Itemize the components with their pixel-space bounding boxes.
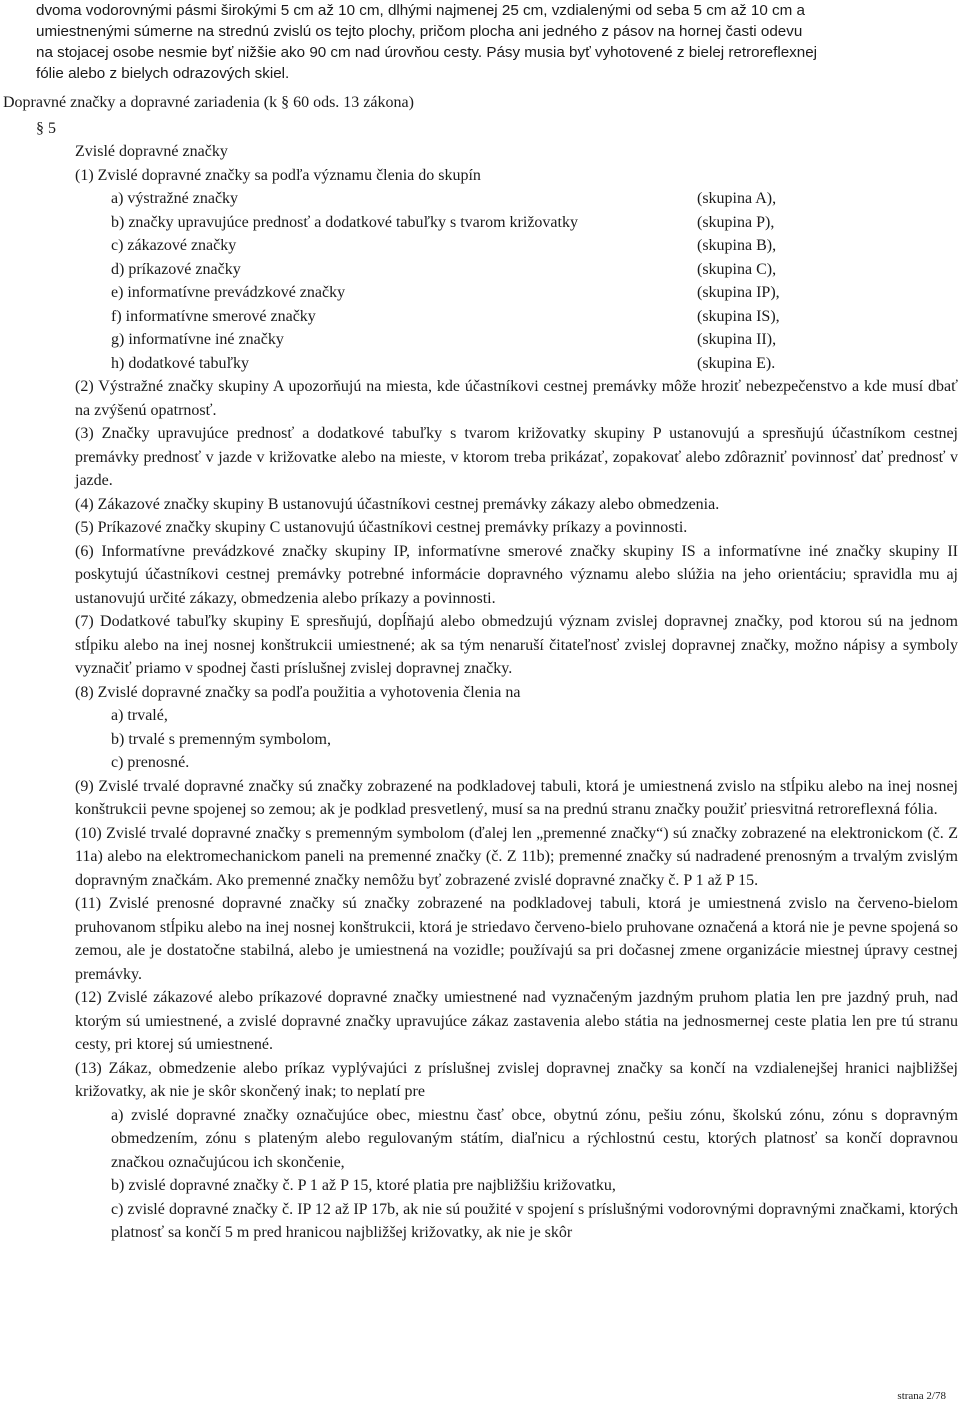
group-label: g) informatívne iné značky xyxy=(111,331,284,348)
paragraph-7: (7) Dodatkové tabuľky skupiny E spresňujú, dopĺňajú alebo obmedzujú význam zvislej dopravnej značky, pod ktorou sú na jednom stĺpiku alebo na inej nosnej konštrukcii umiestnené; ak sa tým nenaruší čitateľnosť zvislej dopravnej značky, možno nápisy a symboly vyznačiť priamo v spodnej časti príslušnej zvislej dopravnej značky. xyxy=(75,613,958,677)
group-row xyxy=(75,211,958,235)
group-row xyxy=(75,258,958,282)
group-code: (skupina E). xyxy=(697,354,776,372)
group-label: e) informatívne prevádzkové značky xyxy=(111,284,346,301)
group-row xyxy=(75,187,958,211)
paragraph-11: (11) Zvislé prenosné dopravné značky sú značky zobrazené na podkladovej tabuli, ktorá je umiestnená zvislo na červeno-bielom pruhovanom stĺpiku alebo na inej nosnej konštrukcii, ktorá je striedavo červeno-bielo pruhovane označená a ktorá nie je pevne spojená so zemou, ale je dostatočne stabilná, alebo je umiestnená na vozidle; používajú sa pri dočasnej zmene organizácie miestnej úpravy cestnej premávky. xyxy=(75,895,958,983)
paragraph-13-item-a: a) zvislé dopravné značky označujúce obec, miestnu časť obce, obytnú zónu, pešiu zónu, školskú zónu, zónu s dopravným obmedzením, zónu s plateným alebo regulovaným státím, diaľnicu a rýchlostnú cestu, ktorých platnosť sa končí dopravnou značkou označujúcou ich skončenie, xyxy=(111,1106,958,1171)
group-code: (skupina IP), xyxy=(697,284,780,301)
paragraph-2: (2) Výstražné značky skupiny A upozorňujú na miesta, kde účastníkovi cestnej premávky môže hroziť nebezpečenstvo a kde musí dbať na zvýšenú opatrnosť. xyxy=(75,378,958,419)
paragraph-8-item: b) trvalé s premenným symbolom, xyxy=(111,730,331,748)
paragraph-5: (5) Príkazové značky skupiny C ustanovujú účastníkovi cestnej premávky príkazy a povinnosti. xyxy=(75,519,688,536)
paragraph-9: (9) Zvislé trvalé dopravné značky sú značky zobrazené na podkladovej tabuli, ktorá je umiestnená zvislo na stĺpiku alebo na inej nosnej konštrukcii pevne spojenej so zemou; ak je podklad presvetlený, musí sa na prednú stranu značky použiť priesvitná retroreflexná fólia. xyxy=(75,777,958,818)
intro-line: na stojacej osobe nesmie byť nižšie ako 90 cm nad úrovňou cesty. Pásy musia byť vyhotovené z bielej retroreflexnej xyxy=(36,44,818,61)
group-label: a) výstražné značky xyxy=(111,190,239,207)
group-code: (skupina C), xyxy=(697,260,777,278)
group-label: f) informatívne smerové značky xyxy=(111,307,316,325)
group-code: (skupina II), xyxy=(697,331,777,348)
paragraph-13-item-c: c) zvislé dopravné značky č. IP 12 až IP 17b, ak nie sú použité v spojení s príslušnými vodorovnými dopravnými značkami, ktorých platnosť sa končí 5 m pred hranicou najbližšej križovatky, ak nie je skôr xyxy=(111,1200,958,1241)
paragraph-13-intro: (13) Zákaz, obmedzenie alebo príkaz vyplývajúci z príslušnej zvislej dopravnej značky sa končí na vzdialenejšej hranici najbližšej križovatky, ak nie je skôr skončený inak; to neplatí pre xyxy=(75,1059,958,1100)
group-row xyxy=(75,305,958,329)
group-row xyxy=(75,328,958,352)
section-heading: Dopravné značky a dopravné zariadenia (k § 60 ods. 13 zákona) xyxy=(3,94,414,111)
paragraph-6: (6) Informatívne prevádzkové značky skupiny IP, informatívne smerové značky skupiny IS a informatívne iné značky skupiny II poskytujú účastníkovi cestnej premávky potrebné informácie dopravného významu alebo slúžia na jeho orientáciu; spravidla mu aj ustanovujú určité zákazy, obmedzenia alebo príkazy a povinnosti. xyxy=(75,542,958,607)
group-code: (skupina P), xyxy=(697,213,775,231)
group-code: (skupina A), xyxy=(697,190,777,207)
paragraph-8-item: c) prenosné. xyxy=(111,754,190,771)
paragraph-1-intro: (1) Zvislé dopravné značky sa podľa významu členia do skupín xyxy=(75,166,481,184)
paragraph-12: (12) Zvislé zákazové alebo príkazové dopravné značky umiestnené nad vyznačeným jazdným pruhom platia len pre jazdný pruh, nad ktorým sú umiestnené, a zvislé dopravné značky upravujúce zákaz zastavenia alebo státia na jednosmernej ceste platia len pre tú stranu cesty, pri ktorej sú umiestnené. xyxy=(75,989,958,1053)
intro-line: umiestnenými súmerne na strednú zvislú os tejto plochy, pričom plocha ani jedného z pásov na hornej časti odevu xyxy=(36,23,803,40)
paragraph-8-item: a) trvalé, xyxy=(111,707,168,724)
group-label: c) zákazové značky xyxy=(111,237,237,254)
section-title: Zvislé dopravné značky xyxy=(75,143,228,160)
group-label: d) príkazové značky xyxy=(111,260,241,278)
group-label: h) dodatkové tabuľky xyxy=(111,354,250,372)
group-row xyxy=(75,352,958,376)
intro-line: dvoma vodorovnými pásmi širokými 5 cm až 10 cm, dlhými najmenej 25 cm, vzdialenými od seba 5 cm až 10 cm a xyxy=(36,2,805,19)
group-row xyxy=(75,281,958,305)
group-code: (skupina B), xyxy=(697,237,777,254)
page-number: strana 2/78 xyxy=(897,1390,946,1402)
group-label: b) značky upravujúce prednosť a dodatkové tabuľky s tvarom križovatky xyxy=(111,213,578,231)
paragraph-3: (3) Značky upravujúce prednosť a dodatkové tabuľky s tvarom križovatky skupiny P ustanovujú a spresňujú účastníkom cestnej premávky prednosť v jazde v križovatke alebo na mieste, v ktorom treba prikázať, zopakovať alebo zdôrazniť povinnosť dať prednosť v jazde. xyxy=(75,425,958,489)
paragraph-4: (4) Zákazové značky skupiny B ustanovujú účastníkovi cestnej premávky zákazy alebo obmedzenia. xyxy=(75,495,720,513)
section-body xyxy=(75,140,958,1245)
intro-line: fólie alebo z bielych odrazových skiel. xyxy=(36,65,290,82)
paragraph-number: § 5 xyxy=(36,120,56,137)
intro-paragraph xyxy=(36,0,954,84)
paragraph-10: (10) Zvislé trvalé dopravné značky s premenným symbolom (ďalej len „premenné značky“) sú značky zobrazené na elektronickom (č. Z 11a) alebo na elektromechanickom paneli na premenné značky (č. Z 11b); premenné značky sú nadradené prenosným a trvalým zvislým dopravným značkám. Ako premenné značky nemôžu byť zobrazené zvislé dopravné značky č. P 1 až P 15. xyxy=(75,824,958,889)
paragraph-8-intro: (8) Zvislé dopravné značky sa podľa použitia a vyhotovenia členia na xyxy=(75,683,521,701)
group-row xyxy=(75,234,958,258)
group-code: (skupina IS), xyxy=(697,307,780,325)
paragraph-13-item-b: b) zvislé dopravné značky č. P 1 až P 15, ktoré platia pre najbližšiu križovatku, xyxy=(111,1177,616,1194)
